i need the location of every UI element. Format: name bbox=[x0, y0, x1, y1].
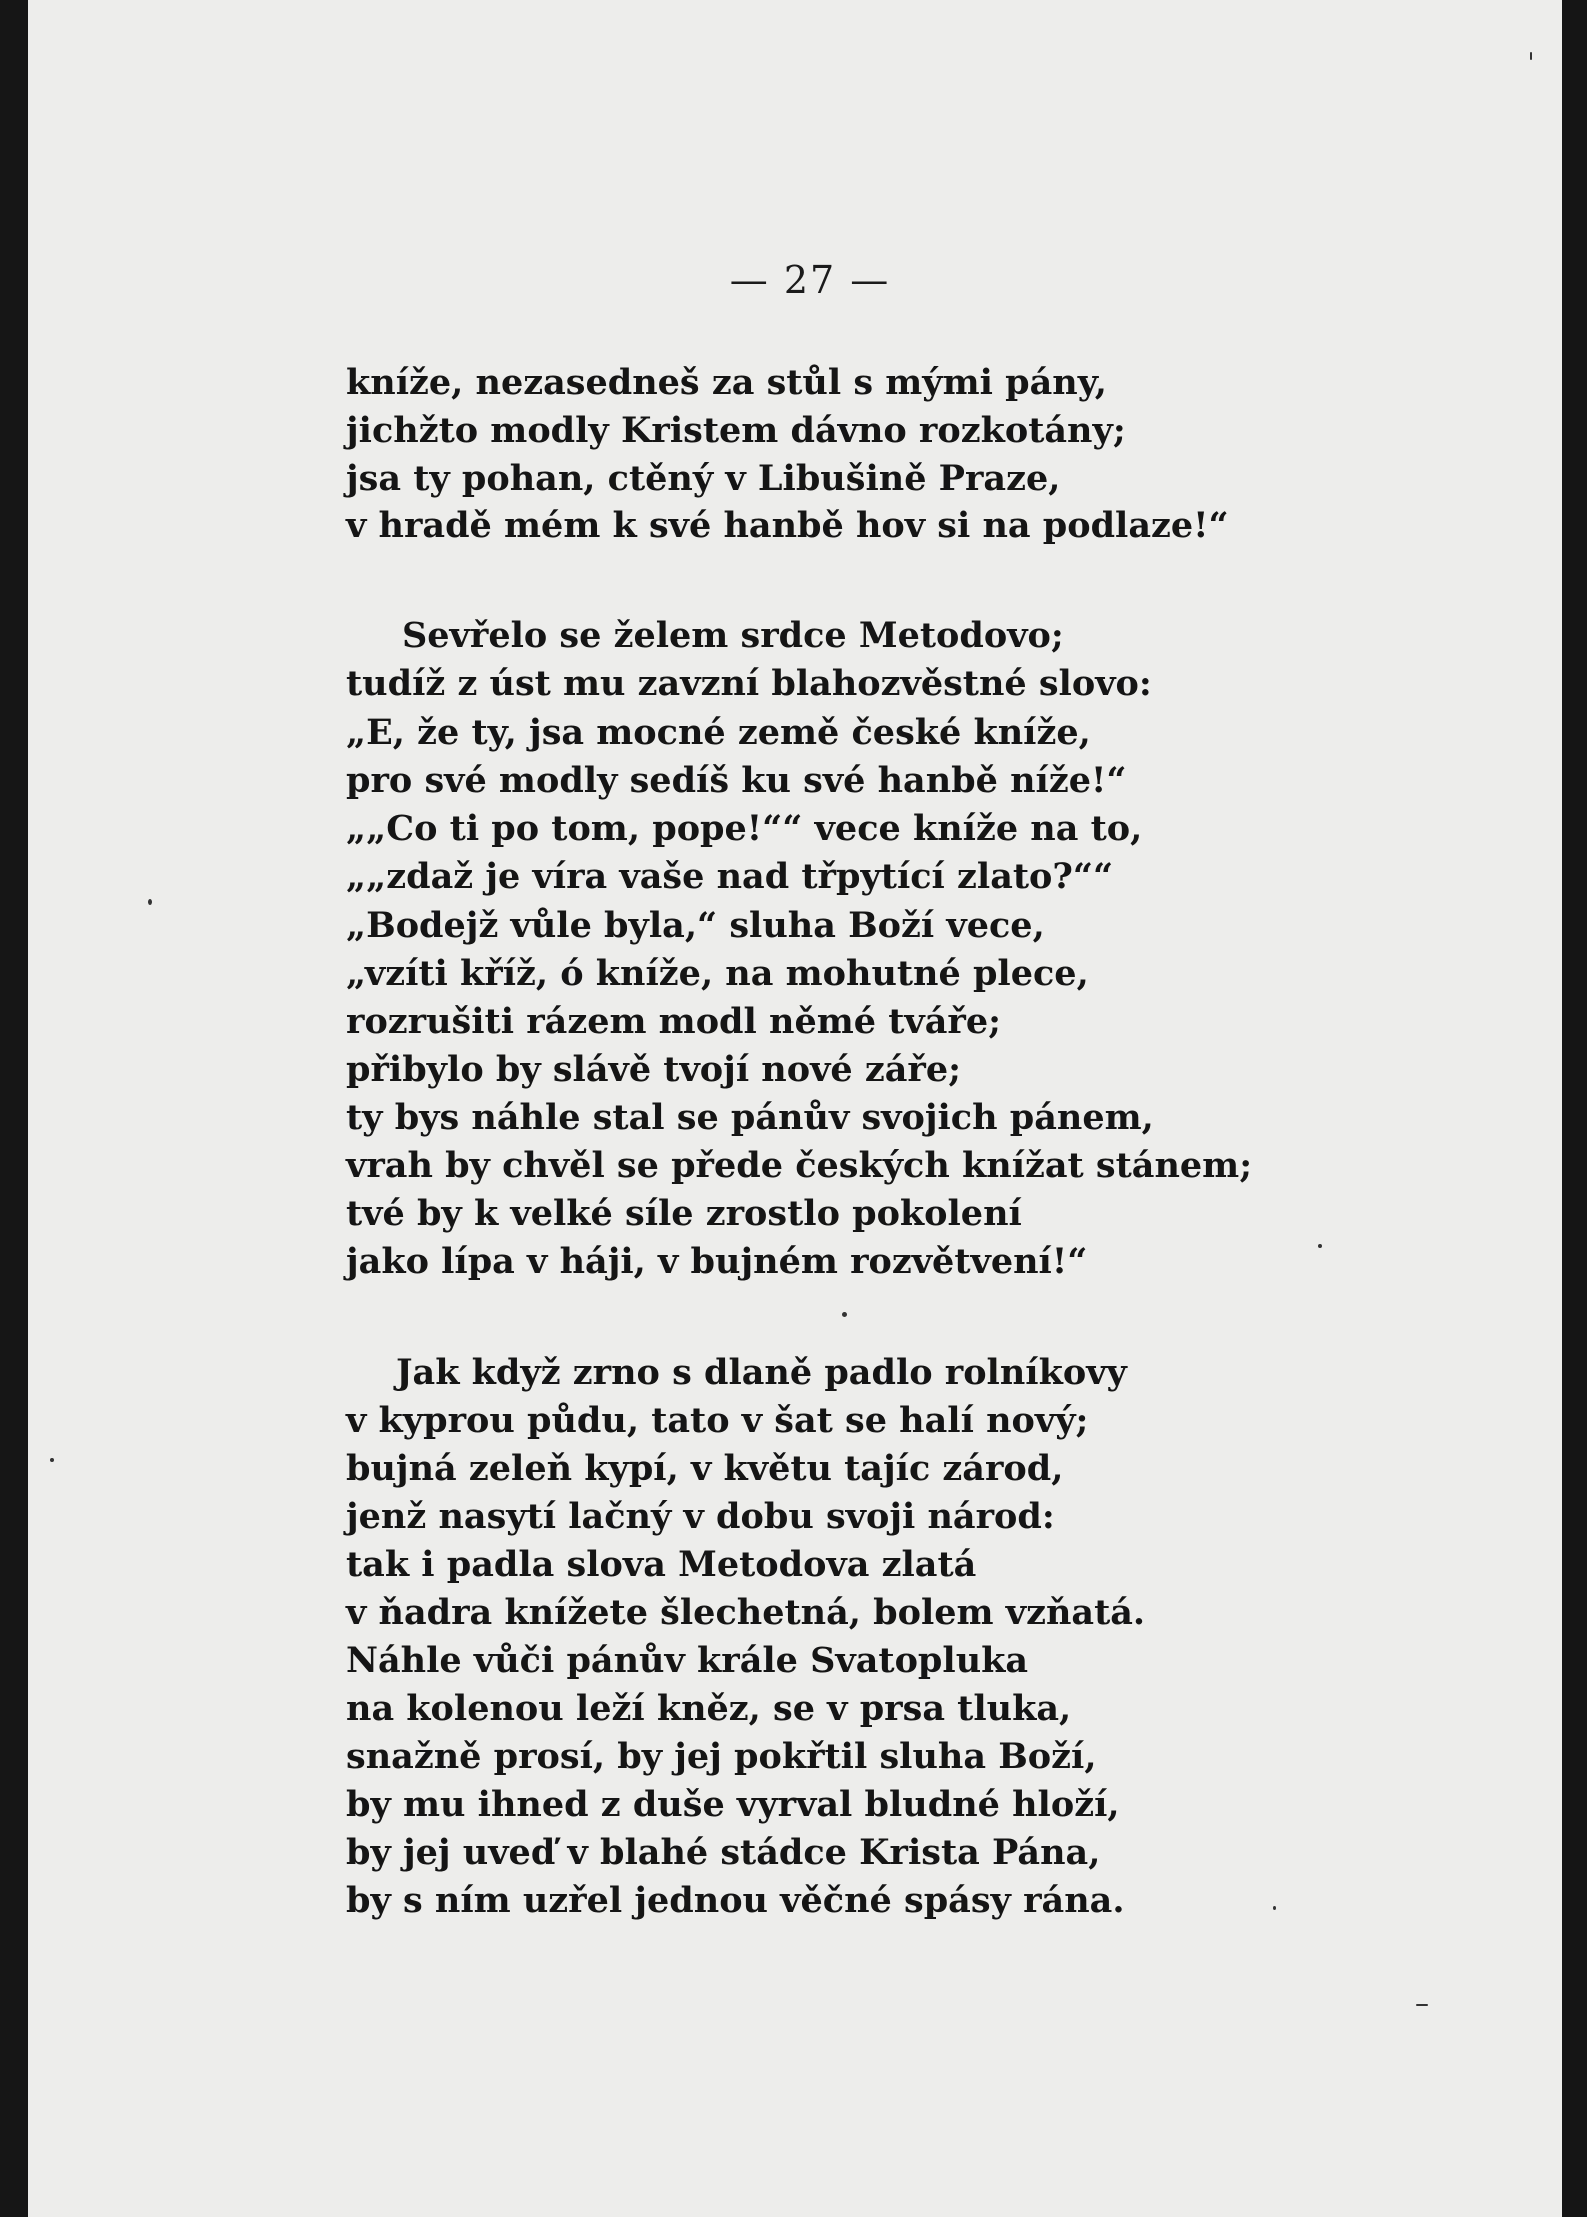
poem-line: přibylo by slávě tvojí nové záře; bbox=[346, 1049, 962, 1090]
poem-line: kníže, nezasedneš za stůl s mými pány, bbox=[346, 362, 1107, 403]
poem-line: „Bodejž vůle byla,“ sluha Boží vece, bbox=[346, 905, 1045, 946]
poem-line: v ňadra knížete šlechetná, bolem vzňatá. bbox=[346, 1592, 1146, 1633]
scan-right-edge bbox=[1562, 0, 1587, 2217]
poem-line: by s ním uzřel jednou věčné spásy rána. bbox=[346, 1880, 1125, 1921]
poem-line: bujná zeleň kypí, v květu tajíc zárod, bbox=[346, 1448, 1064, 1489]
scan-speck bbox=[842, 1312, 847, 1317]
poem-line: jenž nasytí lačný v dobu svoji národ: bbox=[346, 1496, 1055, 1537]
poem-line: v kyprou půdu, tato v šat se halí nový; bbox=[346, 1400, 1089, 1441]
poem-line: Sevřelo se želem srdce Metodovo; bbox=[402, 615, 1064, 656]
poem-line: ty bys náhle stal se pánův svojich pánem, bbox=[346, 1097, 1154, 1138]
poem-line: jichžto modly Kristem dávno rozkotány; bbox=[346, 410, 1126, 451]
page-number: — 27 — bbox=[729, 258, 891, 302]
poem-line: „E, že ty, jsa mocné země české kníže, bbox=[346, 712, 1091, 753]
poem-line: tudíž z úst mu zavzní blahozvěstné slovo: bbox=[346, 663, 1152, 704]
poem-line: rozrušiti rázem modl němé tváře; bbox=[346, 1001, 1002, 1042]
scan-speck bbox=[50, 1458, 54, 1462]
poem-line: „„zdaž je víra vaše nad třpytící zlato?““ bbox=[346, 856, 1114, 897]
poem-line: jsa ty pohan, ctěný v Libušině Praze, bbox=[346, 458, 1061, 499]
poem-line: by mu ihned z duše vyrval bludné hloží, bbox=[346, 1784, 1120, 1825]
poem-line: Jak když zrno s dlaně padlo rolníkovy bbox=[396, 1352, 1127, 1393]
poem-line: by jej uveď v blahé stádce Krista Pána, bbox=[346, 1832, 1101, 1873]
poem-line: jako lípa v háji, v bujném rozvětvení!“ bbox=[346, 1241, 1088, 1282]
poem-line: Náhle vůči pánův krále Svatopluka bbox=[346, 1640, 1029, 1681]
poem-line: „„Co ti po tom, pope!““ vece kníže na to, bbox=[346, 808, 1143, 849]
scan-speck bbox=[1416, 2004, 1428, 2006]
poem-line: v hradě mém k své hanbě hov si na podlaze!“ bbox=[346, 505, 1229, 546]
poem-line: snažně prosí, by jej pokřtil sluha Boží, bbox=[346, 1736, 1097, 1777]
poem-line: „vzíti kříž, ó kníže, na mohutné plece, bbox=[346, 953, 1089, 994]
scan-speck bbox=[1530, 52, 1532, 60]
poem-line: tvé by k velké síle zrostlo pokolení bbox=[346, 1193, 1022, 1234]
scan-speck bbox=[1273, 1906, 1276, 1910]
scan-speck bbox=[1318, 1244, 1322, 1248]
scan-speck bbox=[148, 899, 152, 905]
poem-line: pro své modly sedíš ku své hanbě níže!“ bbox=[346, 760, 1127, 801]
scan-left-edge bbox=[0, 0, 28, 2217]
poem-line: tak i padla slova Metodova zlatá bbox=[346, 1544, 977, 1585]
poem-line: na kolenou leží kněz, se v prsa tluka, bbox=[346, 1688, 1072, 1729]
poem-line: vrah by chvěl se přede českých knížat stánem; bbox=[346, 1145, 1253, 1186]
